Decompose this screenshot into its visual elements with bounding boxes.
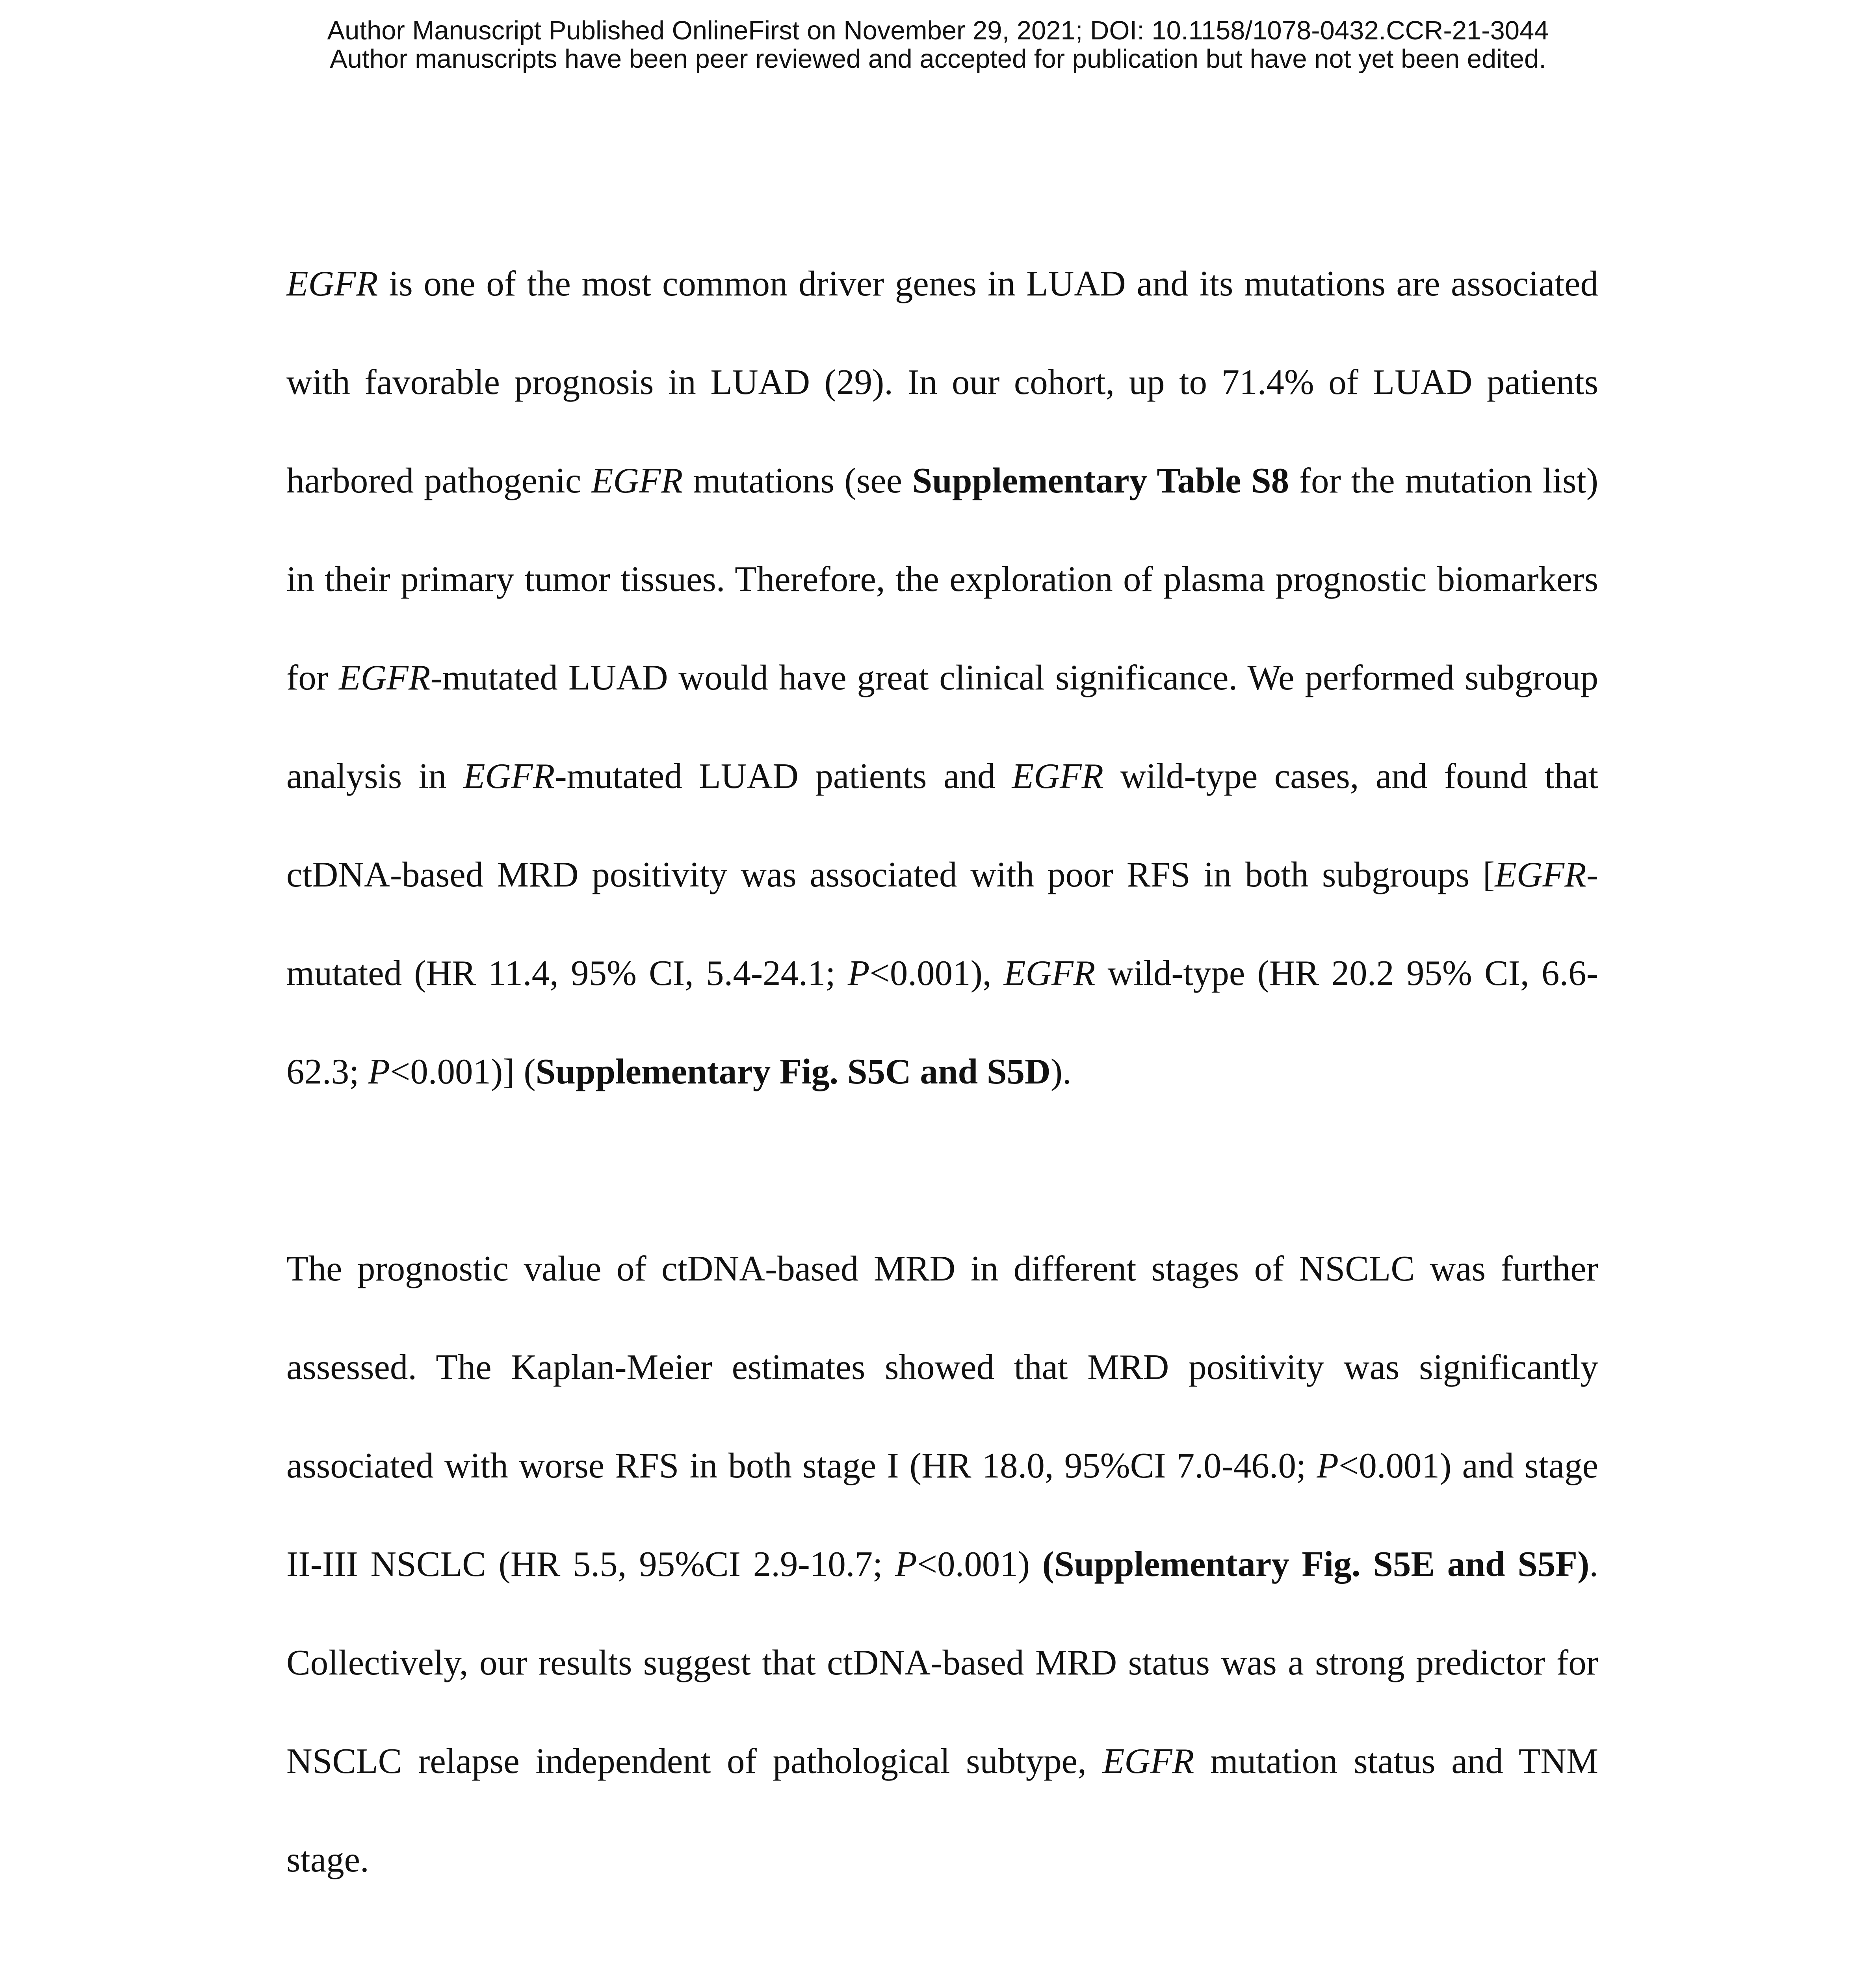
text-run: -mutated LUAD patients and [555,756,1012,796]
gene-name: EGFR [463,756,555,796]
text-run: ). [1050,1052,1072,1091]
header-line-2: Author manuscripts have been peer reviewed and accepted for publication but have not yet been edited. [330,44,1546,74]
text-run: mutation status and TNM stage. [286,1741,1598,1879]
text-run: <0.001)] ( [390,1052,536,1091]
gene-name: EGFR [286,264,378,303]
paragraph-stage-analysis [286,1219,1598,1909]
text-run: The prognostic value of ctDNA-based MRD in different stages of NSCLC was further assessed. The Kaplan-Meier estimates showed that MRD positivity was significantly associated with worse RFS in both stage I (HR 18.0, 95%CI 7.0-46.0; [286,1249,1598,1485]
paragraph-spacer [286,1909,1598,1970]
text-run: . Collectively, our results suggest that ctDNA-based MRD status was a strong predictor for NSCLC relapse independent of pathological subtype, [286,1544,1599,1781]
supplementary-reference: Supplementary Table S8 [912,461,1289,500]
gene-name: EGFR [591,461,683,500]
p-value-symbol: P [895,1544,917,1584]
paragraph-egfr-subgroup [286,234,1598,1121]
text-run: is one of the most common driver genes in LUAD and its mutations are associated with favorable prognosis in LUAD (29). In our cohort, up to 71.4% of LUAD patients harbored pathogenic [286,264,1598,500]
manuscript-header [0,17,1876,73]
paragraph-spacer [286,1121,1598,1219]
supplementary-reference: (Supplementary Fig. S5E and S5F) [1042,1544,1590,1584]
p-value-symbol: P [368,1052,390,1091]
gene-name: EGFR [1012,756,1104,796]
gene-name: EGFR [1495,855,1586,894]
text-run: for the mutation list) in their primary tumor tissues. Therefore, the exploration of plasma prognostic biomarkers for [286,461,1598,697]
text-run: <0.001) and stage II-III NSCLC (HR 5.5, 95%CI 2.9-10.7; [286,1446,1598,1584]
text-run: wild-type (HR 20.2 95% CI, 6.6-62.3; [286,953,1598,1091]
gene-name: EGFR [1003,953,1096,993]
p-value-symbol: P [847,953,870,993]
gene-name: EGFR [339,658,431,697]
text-run: <0.001) [917,1544,1042,1584]
text-run: mutations (see [683,461,912,500]
text-run: -mutated (HR 11.4, 95% CI, 5.4-24.1; [286,855,1598,993]
article-body [286,234,1598,1970]
text-run: <0.001), [869,953,1004,993]
supplementary-reference: Supplementary Fig. S5C and S5D [535,1052,1051,1091]
header-line-1: Author Manuscript Published OnlineFirst on November 29, 2021; DOI: 10.1158/1078-0432.CCR-21-3044 [327,16,1549,45]
text-run: wild-type cases, and found that ctDNA-based MRD positivity was associated with poor RFS in both subgroups [ [286,756,1598,894]
text-run: -mutated LUAD would have great clinical significance. We performed subgroup analysis in [286,658,1598,796]
gene-name: EGFR [1102,1741,1194,1781]
p-value-symbol: P [1317,1446,1339,1485]
